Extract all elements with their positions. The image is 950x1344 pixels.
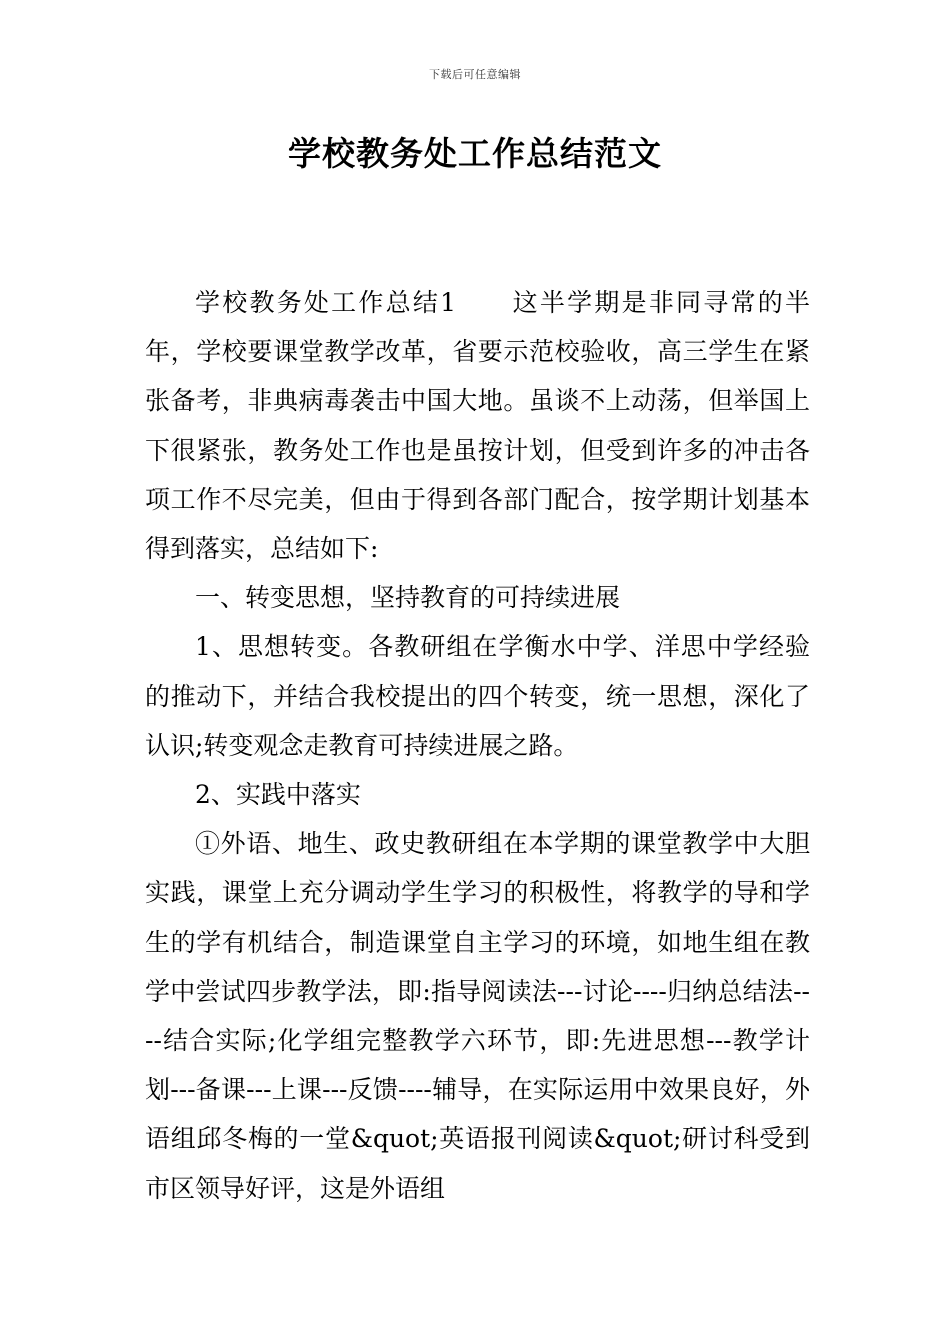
document-title: 学校教务处工作总结范文 (288, 134, 662, 173)
paragraph-practice-details: ①外语、地生、政史教研组在本学期的课堂教学中大胆实践，课堂上充分调动学生学习的积极性，将教学的导和学生的学有机结合，制造课堂自主学习的环境，如地生组在教学中尝试四步教学法，即:指导阅读法---讨论----归纳总结法----结合实际;化学组完整教学六环节，即:先进思想---教学计划---备课---上课---反馈----辅导，在实际运用中效果良好，外语组邱冬梅的一堂&quot;英语报刊阅读&quot;研讨科受到市区领导好评，这是外语组 (145, 829, 810, 1203)
document-body (145, 278, 810, 1213)
paragraph-intro: 学校教务处工作总结1 这半学期是非同寻常的半年，学校要课堂教学改革，省要示范校验收，高三学生在紧张备考，非典病毒袭击中国大地。虽谈不上动荡，但举国上下很紧张，教务处工作也是虽按计划，但受到许多的冲击各项工作不尽完美，但由于得到各部门配合，按学期计划基本得到落实，总结如下: (145, 288, 810, 564)
paragraph-practice-heading: 2、实践中落实 (195, 780, 361, 810)
paragraph-section-1-heading: 一、转变思想，坚持教育的可持续进展 (195, 583, 621, 613)
paragraph-thought-change: 1、思想转变。各教研组在学衡水中学、洋思中学经验的推动下，并结合我校提出的四个转变，统一思想，深化了认识;转变观念走教育可持续进展之路。 (145, 632, 810, 760)
header-note: 下载后可任意编辑 (429, 68, 521, 81)
